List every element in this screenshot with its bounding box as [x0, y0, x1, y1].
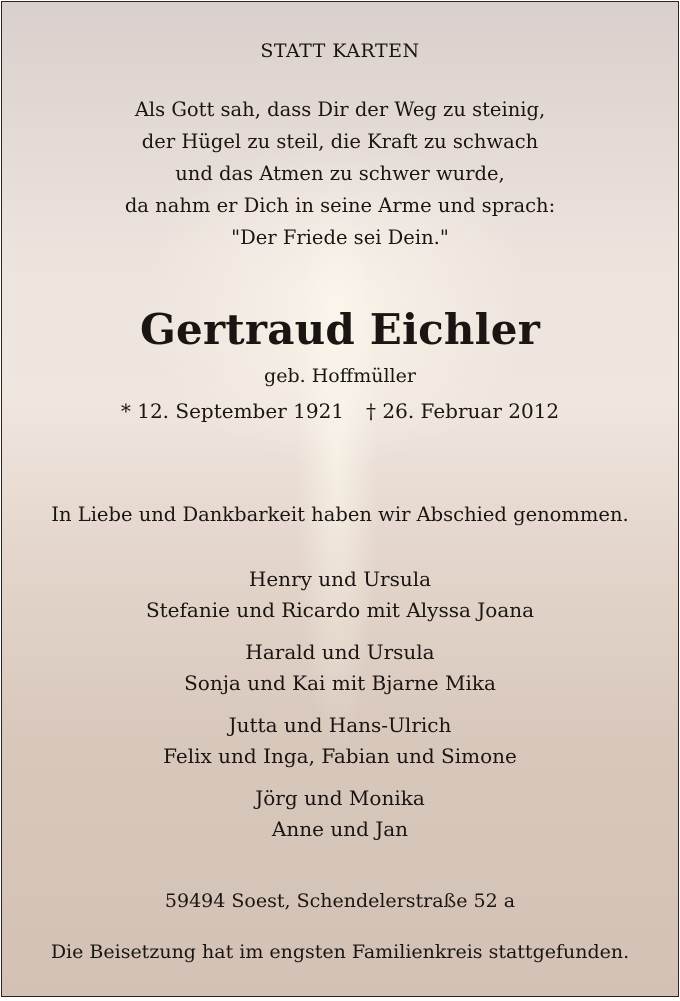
family-line: Felix und Inga, Fabian und Simone [163, 744, 517, 768]
heading-statt-karten: STATT KARTEN [260, 40, 420, 62]
family-line: Henry und Ursula [248, 567, 432, 591]
family-group [2, 637, 678, 699]
death-notice [1, 1, 679, 997]
family-group [2, 564, 678, 626]
family-line: Jörg und Monika [255, 786, 425, 810]
family-line: Stefanie und Ricardo mit Alyssa Joana [145, 598, 535, 622]
family-line: Harald und Ursula [245, 640, 435, 664]
poem-line: und das Atmen zu schwer wurde, [175, 162, 505, 185]
family-line: Jutta und Hans-Ulrich [228, 713, 452, 737]
life-dates [2, 396, 678, 426]
maiden-name: geb. Hoffmüller [264, 365, 416, 387]
deceased-name: Gertraud Eichler [139, 305, 541, 354]
family-line: Sonja und Kai mit Bjarne Mika [184, 671, 496, 695]
mourners-list [2, 564, 678, 856]
birth-date: * 12. September 1921 [120, 399, 345, 423]
thanks-line: In Liebe und Dankbarkeit haben wir Abschied genommen. [51, 503, 629, 526]
poem-line: Als Gott sah, dass Dir der Weg zu steinig, [134, 98, 546, 121]
poem [2, 94, 678, 254]
burial-note: Die Beisetzung hat im engsten Familienkreis stattgefunden. [50, 941, 630, 963]
poem-line: "Der Friede sei Dein." [231, 226, 449, 249]
family-line: Anne und Jan [271, 817, 409, 841]
family-group [2, 783, 678, 845]
address: 59494 Soest, Schendelerstraße 52 a [164, 890, 516, 912]
poem-line: der Hügel zu steil, die Kraft zu schwach [141, 130, 539, 153]
family-group [2, 710, 678, 772]
death-date: † 26. Februar 2012 [366, 399, 560, 423]
poem-line: da nahm er Dich in seine Arme und sprach: [124, 194, 556, 217]
